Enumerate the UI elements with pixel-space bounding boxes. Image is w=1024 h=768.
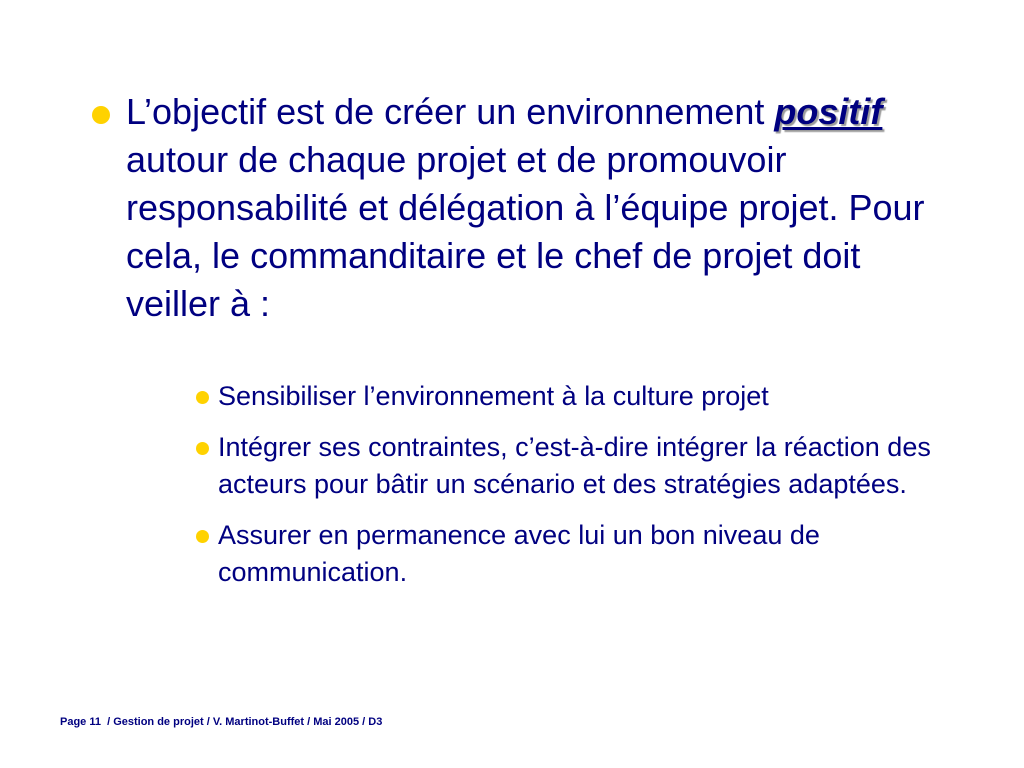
main-bullet-text	[126, 88, 948, 328]
sub-bullet-item	[194, 517, 954, 591]
main-bullet	[88, 88, 948, 328]
sub-bullet-text: Assurer en permanence avec lui un bon niveau de communication.	[218, 520, 820, 587]
sub-bullet-list	[194, 378, 954, 605]
emphasis-word: positif	[774, 91, 883, 132]
bullet-dot-icon	[196, 442, 209, 455]
bullet-dot-icon	[196, 530, 209, 543]
sub-bullet-text: Intégrer ses contraintes, c’est-à-dire intégrer la réaction des acteurs pour bâtir un scénario et des stratégies adaptées.	[218, 432, 931, 499]
main-text-before: L’objectif est de créer un environnement	[126, 91, 775, 132]
sub-bullet-text: Sensibiliser l’environnement à la culture projet	[218, 381, 769, 411]
sub-bullet-item	[194, 378, 954, 415]
main-text-after: autour de chaque projet et de promouvoir responsabilité et délégation à l’équipe projet. Pour cela, le commanditaire et le chef de projet doit veiller à :	[126, 139, 925, 324]
bullet-dot-icon	[196, 391, 209, 404]
page-footer: Page 11 / Gestion de projet / V. Martinot-Buffet / Mai 2005 / D3	[60, 716, 383, 728]
bullet-dot-icon	[92, 106, 110, 124]
sub-bullet-item	[194, 429, 954, 503]
